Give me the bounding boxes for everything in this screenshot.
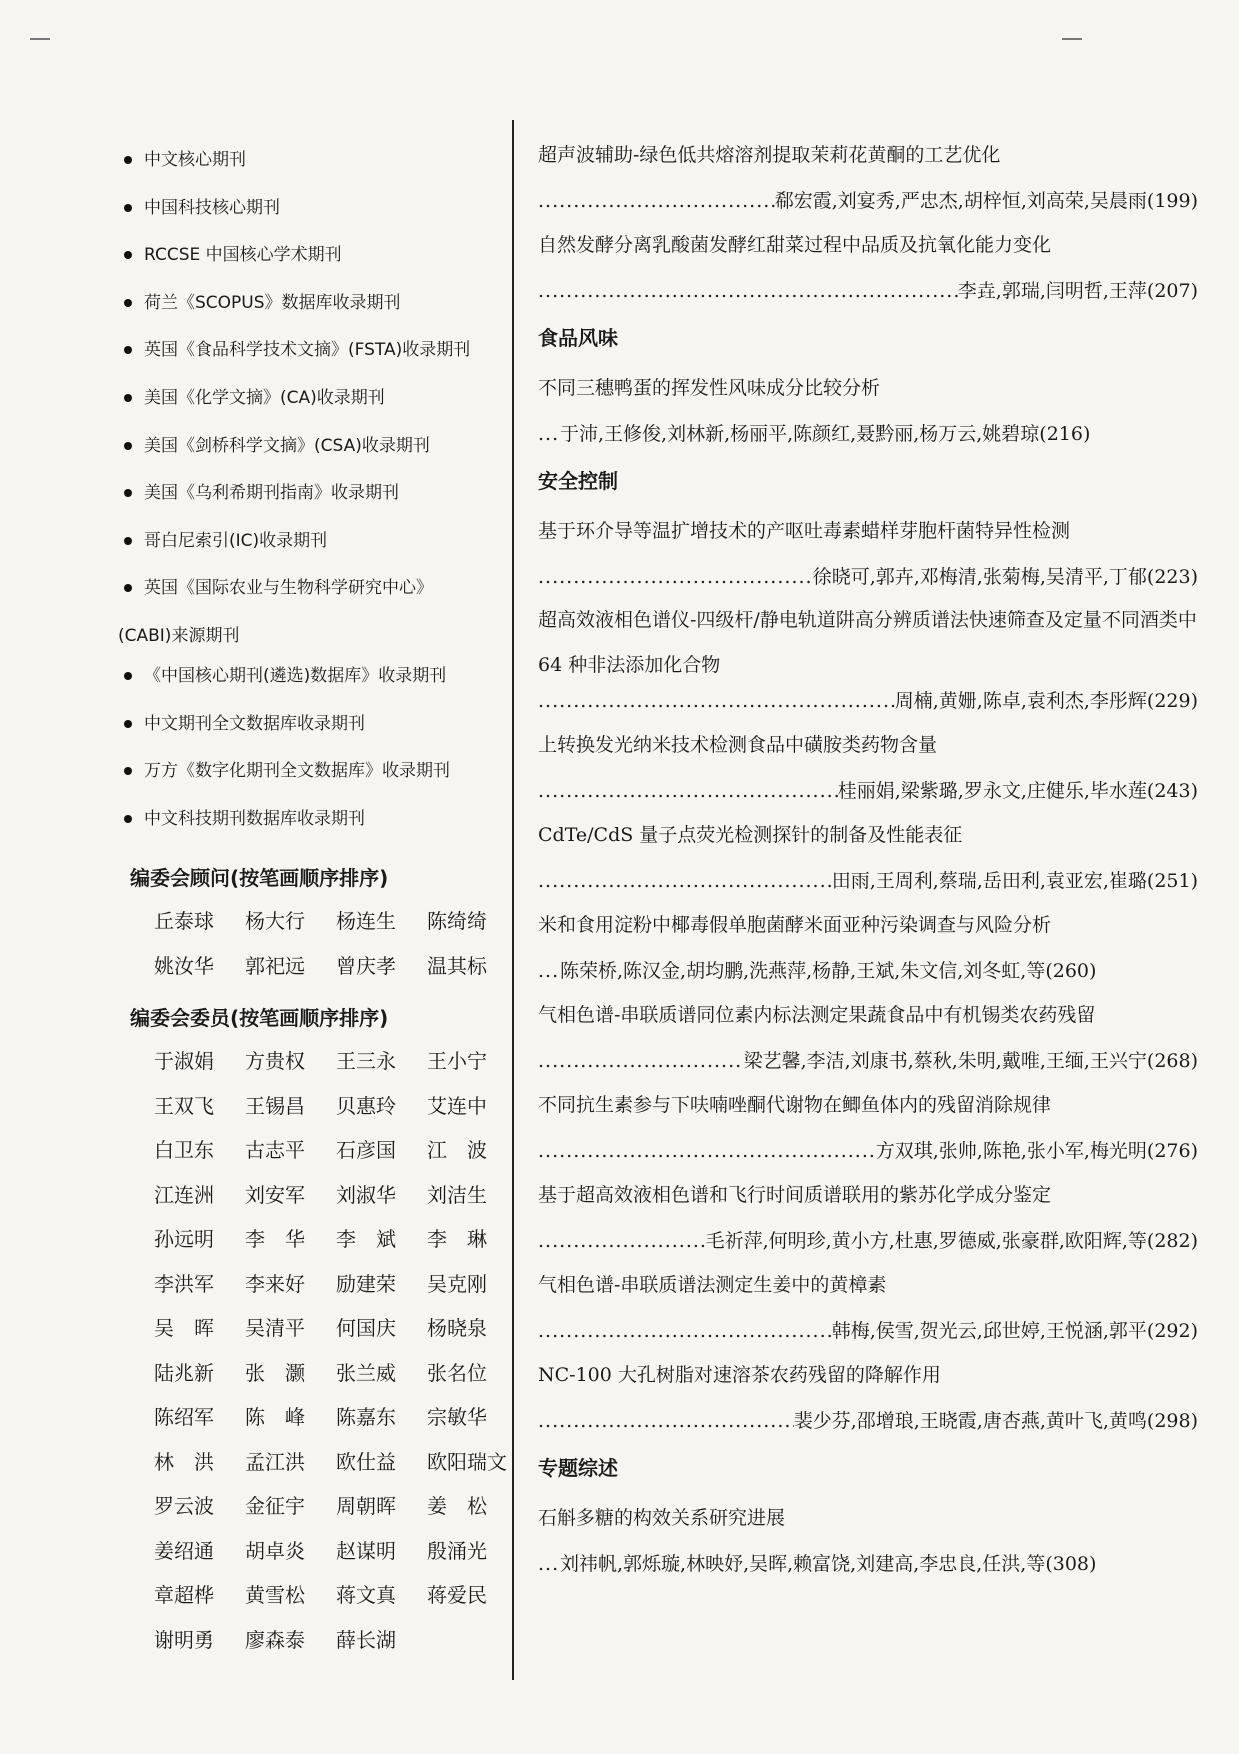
article-title: 超高效液相色谱仪-四级杆/静电轨道阱高分辨质谱法快速筛查及定量不同酒类中 64 种非法添加化合物	[538, 609, 1197, 676]
section-heading-flavor: 食品风味	[538, 326, 618, 350]
name-row: 李洪军 李来好 励建荣 吴克刚	[154, 1271, 487, 1296]
article-authors: ..... 韩梅,侯雪,贺光云,邱世婷,王悦涵,郭平(292)	[538, 1318, 1198, 1344]
indexing-item: 哥白尼索引(IC)收录期刊	[118, 529, 518, 577]
indexing-item: 《中国核心期刊(遴选)数据库》收录期刊	[118, 664, 518, 712]
scan-mark-left	[30, 38, 50, 40]
name-row: 白卫东 古志平 石彦国 江 波	[154, 1138, 487, 1163]
indexing-item: 美国《化学文摘》(CA)收录期刊	[118, 386, 518, 434]
article-title: NC-100 大孔树脂对速溶茶农药残留的降解作用	[538, 1364, 941, 1386]
article-title: 石斛多糖的构效关系研究进展	[538, 1507, 786, 1529]
name-row: 谢明勇 廖森泰 薛长湖	[154, 1627, 396, 1652]
article-authors: ..... 陈荣桥,陈汉金,胡均鹏,洗燕萍,杨静,王斌,朱文信,刘冬虹,等(260)	[538, 958, 1198, 984]
members-names	[154, 1045, 518, 1668]
indexing-item: 荷兰《SCOPUS》数据库收录期刊	[118, 291, 518, 339]
bullet-icon	[124, 720, 132, 728]
column-divider	[512, 120, 514, 1680]
article-authors: ..... 刘祎帆,郭烁璇,林映妤,吴晖,赖富饶,刘建高,李忠良,任洪,等(308)	[538, 1551, 1198, 1577]
article-title: 不同抗生素参与下呋喃唑酮代谢物在鲫鱼体内的残留消除规律	[538, 1094, 1052, 1116]
article-title: 气相色谱-串联质谱同位素内标法测定果蔬食品中有机锡类农药残留	[538, 1004, 1096, 1026]
article-title: 基于超高效液相色谱和飞行时间质谱联用的紫苏化学成分鉴定	[538, 1184, 1052, 1206]
name-row: 孙远明 李 华 李 斌 李 琳	[154, 1227, 487, 1252]
indexing-item: 美国《乌利希期刊指南》收录期刊	[118, 481, 518, 529]
indexing-item: 万方《数字化期刊全文数据库》收录期刊	[118, 759, 518, 807]
article-authors: ..... 周楠,黄姗,陈卓,袁利杰,李彤辉(229)	[538, 688, 1198, 714]
name-row: 姚汝华 郭祀远 曾庆孝 温其标	[154, 953, 487, 978]
name-row: 于淑娟 方贵权 王三永 王小宁	[154, 1049, 487, 1074]
indexing-item: 英国《国际农业与生物科学研究中心》	[118, 576, 518, 624]
article-title: 气相色谱-串联质谱法测定生姜中的黄樟素	[538, 1274, 887, 1296]
bullet-icon	[124, 672, 132, 680]
article-title: 米和食用淀粉中椰毒假单胞菌酵米面亚种污染调查与风险分析	[538, 914, 1052, 936]
advisors-heading: 编委会顾问(按笔画顺序排序)	[130, 866, 389, 891]
article-authors: ..... 裴少芬,邵增琅,王晓霞,唐杏燕,黄叶飞,黄鸣(298)	[538, 1408, 1198, 1434]
article-title: 自然发酵分离乳酸菌发酵红甜菜过程中品质及抗氧化能力变化	[538, 234, 1052, 256]
advisors-names	[154, 905, 518, 994]
indexing-item: RCCSE 中国核心学术期刊	[118, 243, 518, 291]
article-authors: ..... 于沛,王修俊,刘林新,杨丽平,陈颜红,聂黔丽,杨万云,姚碧琼(216)	[538, 421, 1198, 447]
article-authors: ..... 田雨,王周利,蔡瑞,岳田利,袁亚宏,崔璐(251)	[538, 868, 1198, 894]
bullet-icon	[124, 346, 132, 354]
name-row: 章超桦 黄雪松 蒋文真 蒋爱民	[154, 1583, 487, 1608]
indexing-item-continued: (CABI)来源期刊	[118, 625, 240, 646]
name-row: 陈绍军 陈 峰 陈嘉东 宗敏华	[154, 1405, 487, 1430]
bullet-icon	[124, 204, 132, 212]
article-title: 基于环介导等温扩增技术的产呕吐毒素蜡样芽胞杆菌特异性检测	[538, 520, 1071, 542]
bullet-icon	[124, 489, 132, 497]
bullet-icon	[124, 394, 132, 402]
article-authors: ..... 方双琪,张帅,陈艳,张小军,梅光明(276)	[538, 1138, 1198, 1164]
table-of-contents	[538, 142, 1198, 1595]
article-authors: ..... 郗宏霞,刘宴秀,严忠杰,胡梓恒,刘高荣,吴晨雨(199)	[538, 188, 1198, 214]
bullet-icon	[124, 442, 132, 450]
indexing-item: 中文核心期刊	[118, 148, 518, 196]
name-row: 吴 晖 吴清平 何国庆 杨晓泉	[154, 1316, 487, 1341]
indexing-item: 中文期刊全文数据库收录期刊	[118, 712, 518, 760]
article-authors: ..... 毛祈萍,何明珍,黄小方,杜惠,罗德威,张豪群,欧阳辉,等(282)	[538, 1228, 1198, 1254]
bullet-icon	[124, 299, 132, 307]
article-title: CdTe/CdS 量子点荧光检测探针的制备及性能表征	[538, 824, 963, 846]
section-heading-review: 专题综述	[538, 1456, 618, 1480]
members-heading: 编委会委员(按笔画顺序排序)	[130, 1006, 389, 1031]
name-row: 王双飞 王锡昌 贝惠玲 艾连中	[154, 1093, 487, 1118]
bullet-icon	[124, 815, 132, 823]
left-column	[118, 148, 518, 1668]
article-authors: ..... 桂丽娟,梁紫璐,罗永文,庄健乐,毕水莲(243)	[538, 778, 1198, 804]
article-authors: ..... 徐晓可,郭卉,邓梅清,张菊梅,吴清平,丁郁(223)	[538, 564, 1198, 590]
bullet-icon	[124, 156, 132, 164]
name-row: 姜绍通 胡卓炎 赵谋明 殷涌光	[154, 1538, 487, 1563]
indexing-list	[118, 148, 518, 854]
name-row: 丘泰球 杨大行 杨连生 陈绮绮	[154, 909, 487, 934]
article-authors: ..... 梁艺馨,李洁,刘康书,蔡秋,朱明,戴唯,王缅,王兴宁(268)	[538, 1048, 1198, 1074]
indexing-item: 美国《剑桥科学文摘》(CSA)收录期刊	[118, 434, 518, 482]
name-row: 罗云波 金征宇 周朝晖 姜 松	[154, 1494, 487, 1519]
indexing-item: 中文科技期刊数据库收录期刊	[118, 807, 518, 855]
name-row: 林 洪 孟江洪 欧仕益 欧阳瑞文	[154, 1449, 507, 1474]
name-row: 江连洲 刘安军 刘淑华 刘洁生	[154, 1182, 487, 1207]
bullet-icon	[124, 584, 132, 592]
article-authors: ..... 李垚,郭瑞,闫明哲,王萍(207)	[538, 278, 1198, 304]
article-title: 不同三穗鸭蛋的挥发性风味成分比较分析	[538, 377, 881, 399]
scan-mark-right	[1062, 38, 1082, 40]
indexing-item: 中国科技核心期刊	[118, 196, 518, 244]
indexing-item: 英国《食品科学技术文摘》(FSTA)收录期刊	[118, 338, 518, 386]
article-title: 上转换发光纳米技术检测食品中磺胺类药物含量	[538, 734, 938, 756]
section-heading-safety: 安全控制	[538, 469, 618, 493]
bullet-icon	[124, 537, 132, 545]
article-title: 超声波辅助-绿色低共熔溶剂提取茉莉花黄酮的工艺优化	[538, 144, 1001, 166]
bullet-icon	[124, 767, 132, 775]
bullet-icon	[124, 251, 132, 259]
name-row: 陆兆新 张 灏 张兰威 张名位	[154, 1360, 487, 1385]
